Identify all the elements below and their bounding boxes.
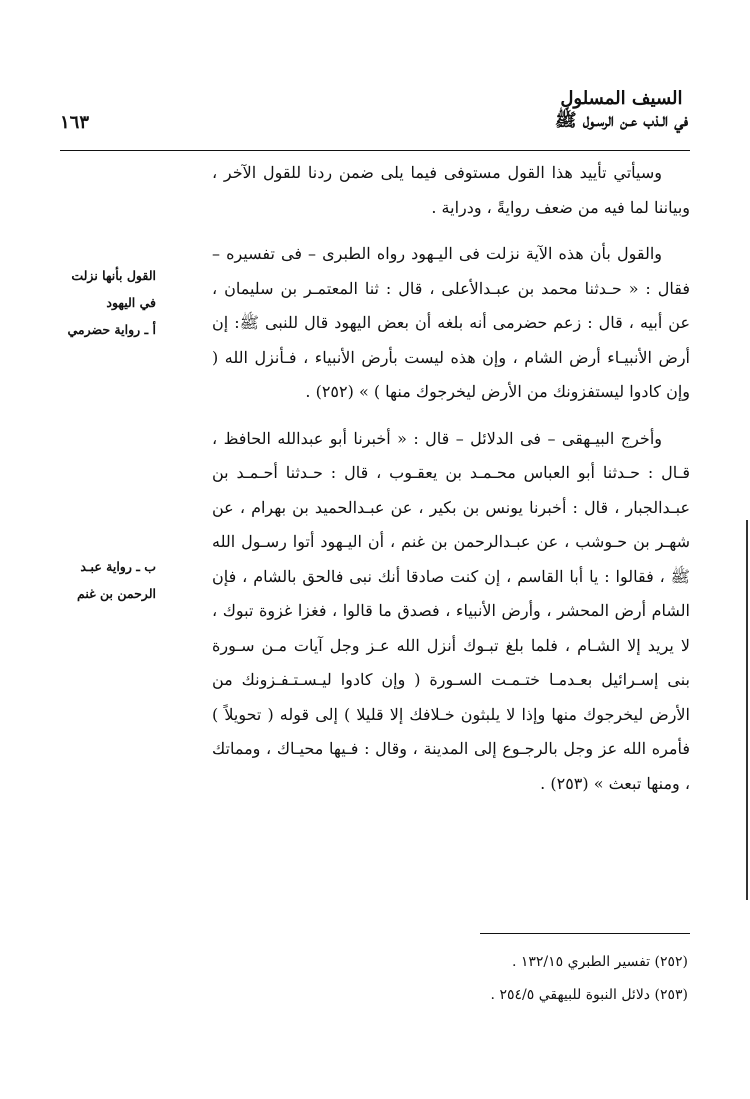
paragraph-3: وأخرج البيـهقى – فى الدلائل – قال : « أخبرنا أبو عبدالله الحافظ ، قـال : حـدثنا أبو العباس محـمـد بن يعقـوب ، قال : حـدثنا أحـمـد بن عبـدالجبار ، قال : أخبرنا يونس بن بكير ، عن عبـدالحميد بن بهرام ، عن شهـر بن حـوشب ، عن عبـدالرحمن بن غنم ، أن اليـهود أتوا رسـول الله ﷺ ، فقالوا : يا أبا القاسم ، إن كنت صادقا أنك نبى فالحق بالشام ، فإن الشام أرض المحشر ، وأرض الأنبياء ، فصدق ما قالوا ، فغزا غزوة تبوك ، لا يريد إلا الشـام ، فلما بلغ تبـوك أنزل الله عـز وجل آيات مـن سـورة بنى إسـرائيل بعـدمـا ختـمـت السـورة ( وإن كادوا ليـسـتـفـزونك من الأرض ليخرجوك منها وإذا لا يلبثون خـلافك إلا قليلا ) إلى قوله ( تحويلاً ) فأمره الله عز وجل بالرجـوع إلى المدينة ، وقال : فـيها محيـاك ، ومماتك ، ومنها تبعث » (٢٥٣) . xyxy=(212,428,691,793)
side-note-line: الرحمن بن غنم xyxy=(77,586,156,601)
header-title-line1: السيف المسلول xyxy=(560,88,683,109)
running-header-title xyxy=(555,88,688,132)
side-note-line: أ ـ رواية حضرمي xyxy=(67,322,156,337)
paragraph-2: والقول بأن هذه الآية نزلت فى اليـهود رواه الطبرى – فى تفسيره – فقال : « حـدثنا محمد بن عبـدالأعلى ، قال : ثنا المعتمـر بن سليمان ، عن أبيه ، قال : زعم حضرمى أنه بلغه أن بعض اليهود قال للنبى ﷺ: إن أرض الأنبيـاء أرض الشام ، وإن هذه ليست بأرض الأنبياء ، فـأنزل الله ( وإن كادوا ليستفزونك من الأرض ليخرجوك منها ) » (٢٥٢) . xyxy=(212,244,690,401)
main-text xyxy=(212,156,690,801)
side-note-line: القول بأنها نزلت xyxy=(71,268,156,283)
footnote-rule xyxy=(480,933,690,934)
page-number: ١٦٣ xyxy=(60,112,90,133)
footnotes xyxy=(388,946,688,1012)
scan-edge-mark xyxy=(746,520,748,900)
side-note-line: ب ـ رواية عبـد xyxy=(80,559,156,574)
header-rule xyxy=(60,150,690,151)
side-note-line: في اليهود xyxy=(106,295,156,310)
footnote-253: (٢٥٣) دلائل النبوة للبيهقي ٢٥٤/٥ . xyxy=(490,987,688,1003)
side-note-ibn-ghanm xyxy=(48,553,156,607)
paragraph-1: وسيأتي تأييد هذا القول مستوفى فيما يلى ضمن ردنا للقول الآخر ، وبياننا لما فيه من ضعف روايةً ، ودراية . xyxy=(212,163,690,217)
header-title-line2: في الـذب عـن الرسـول ﷺ xyxy=(554,110,688,131)
footnote-252: (٢٥٢) تفسير الطبري ١٣٢/١٥ . xyxy=(511,954,688,970)
side-note-hadrami xyxy=(48,262,156,343)
